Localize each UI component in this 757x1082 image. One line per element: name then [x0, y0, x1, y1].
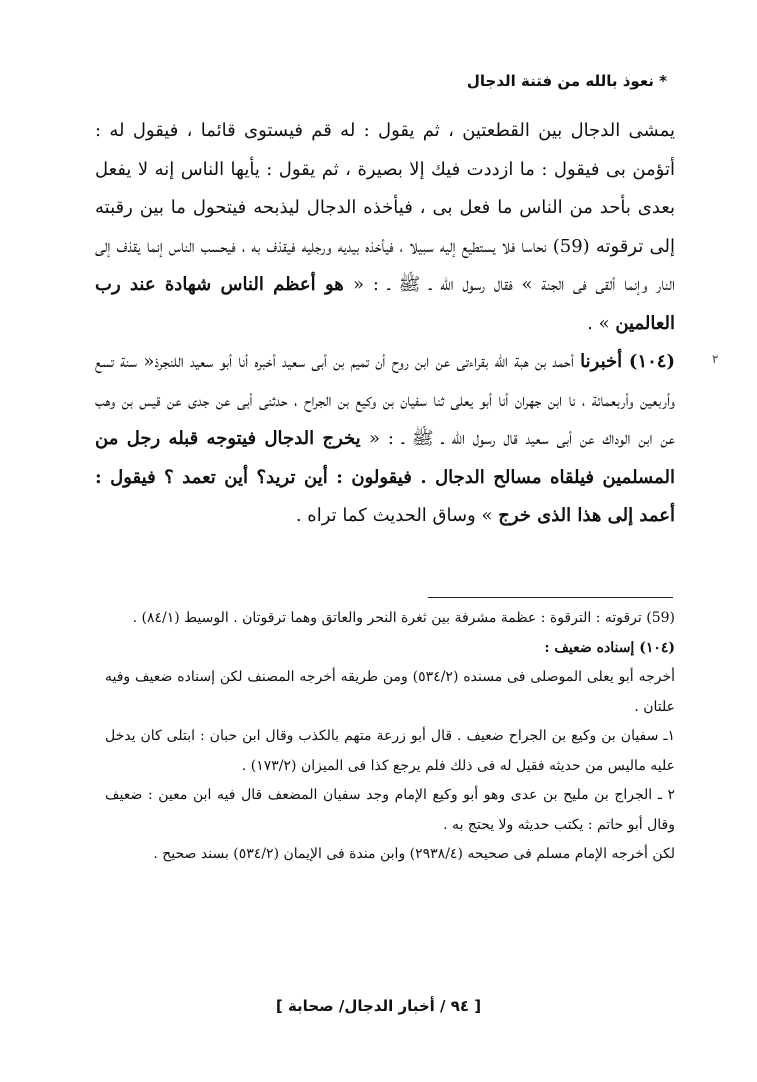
- footnote-divider: [428, 597, 673, 598]
- footnote-illa-2: ٢ ـ الجراج بن مليح بن عدى وهو أبو وكيع الإمام وجد سفيان المضعف قال فيه ابن معين : ضعيف وقال أبو حاتم : يكتب حديثه ولا يحتج به .: [105, 787, 675, 833]
- para2-hadith-bold: يخرج الدجال فيتوجه قبله رجل من المسلمين فيلقاه مسالح الدجال . فيقولون : أين تريد؟ أين تعمد ؟ فيقول : أعمد إلى هذا الذى خرج: [95, 428, 675, 526]
- page-footer: [ ٩٤ / أخبار الدجال/ صحابة ]: [275, 997, 482, 1015]
- para2-close: » وساق الحديث كما تراه .: [295, 505, 499, 526]
- paragraph-104: [95, 343, 675, 536]
- paragraph-1: [95, 112, 675, 343]
- margin-mark: ٢: [712, 352, 719, 366]
- para1-hadith-bold: هو أعظم الناس شهادة عند رب العالمين: [95, 274, 675, 334]
- main-text: [95, 112, 675, 536]
- footnote-59: (59) ترقوته : الترقوة : عظمة مشرفة بين ثغرة النحر والعاتق وهما ترقوتان . الوسيط (٨٤/١) .: [132, 610, 675, 626]
- para2-isnad: أحمد بن هبة الله بقراءتى عن ابن روح أن تميم بن أبى سعيد أخبره أنا أبو سعيد اللنجرذ« سنة تسع وأربعين وأربعمائة ، نا ابن جهران أنا أبو يعلى ثنا سفيان بن وكيع بن الجراح ، حدثنى أبى عن جدى عن قيس بن وهب عن ابن الوداك عن أبى سعيد قال رسول الله ـ ﷺ ـ : «: [95, 351, 676, 449]
- para1-close: » .: [587, 312, 616, 334]
- footnote-sahih: لكن أخرجه الإمام مسلم فى صحيحه (٢٩٣٨/٤) وابن مندة فى الإيمان (٥٣٤/٢) بسند صحيح .: [153, 846, 675, 862]
- footnote-104-title: (١٠٤) إسناده ضعيف :: [544, 639, 675, 656]
- hadith-number-104: (١٠٤) أخبرنا: [580, 351, 675, 372]
- footnote-illa-1: ١ـ سفيان بن وكيع بن الجراح ضعيف . قال أبو زرعة متهم بالكذب وقال ابن حبان : ابتلى كان يدخل عليه ماليس من حديثه فقيل له فى ذلك فلم يرجع كذا فى الميزان (١٧٣/٢) .: [105, 728, 675, 774]
- running-header: * نعوذ بالله من فتنة الدجال: [466, 72, 667, 90]
- para1-text: يمشى الدجال بين القطعتين ، ثم يقول : له قم فيستوى قائما ، فيقول له : أتؤمن بى فيقول : ما ازددت فيك إلا بصيرة ، ثم يقول : يأيها الناس إنه لا يفعل بعدى بأحد من الناس ما فعل بى ، فيأخذه الدجال ليذبحه فيتحول ما بين رقبته إلى ترقوته (59) نحاسا فلا يستطيع إليه سبيلا ، فيأخذه بيديه ورجليه فيقذف به ، فيحسب الناس إنما يقذف إلى النار وإنما ألقى فى الجنة » فقال رسول الله ـ ﷺ ـ : «: [95, 120, 676, 295]
- footnote-takhrij: أخرجه أبو يعلى الموصلى فى مسنده (٥٣٤/٢) ومن طريقه أخرجه المصنف لكن إسناده ضعيف وفيه علتان .: [105, 669, 675, 715]
- footnotes: [105, 604, 675, 870]
